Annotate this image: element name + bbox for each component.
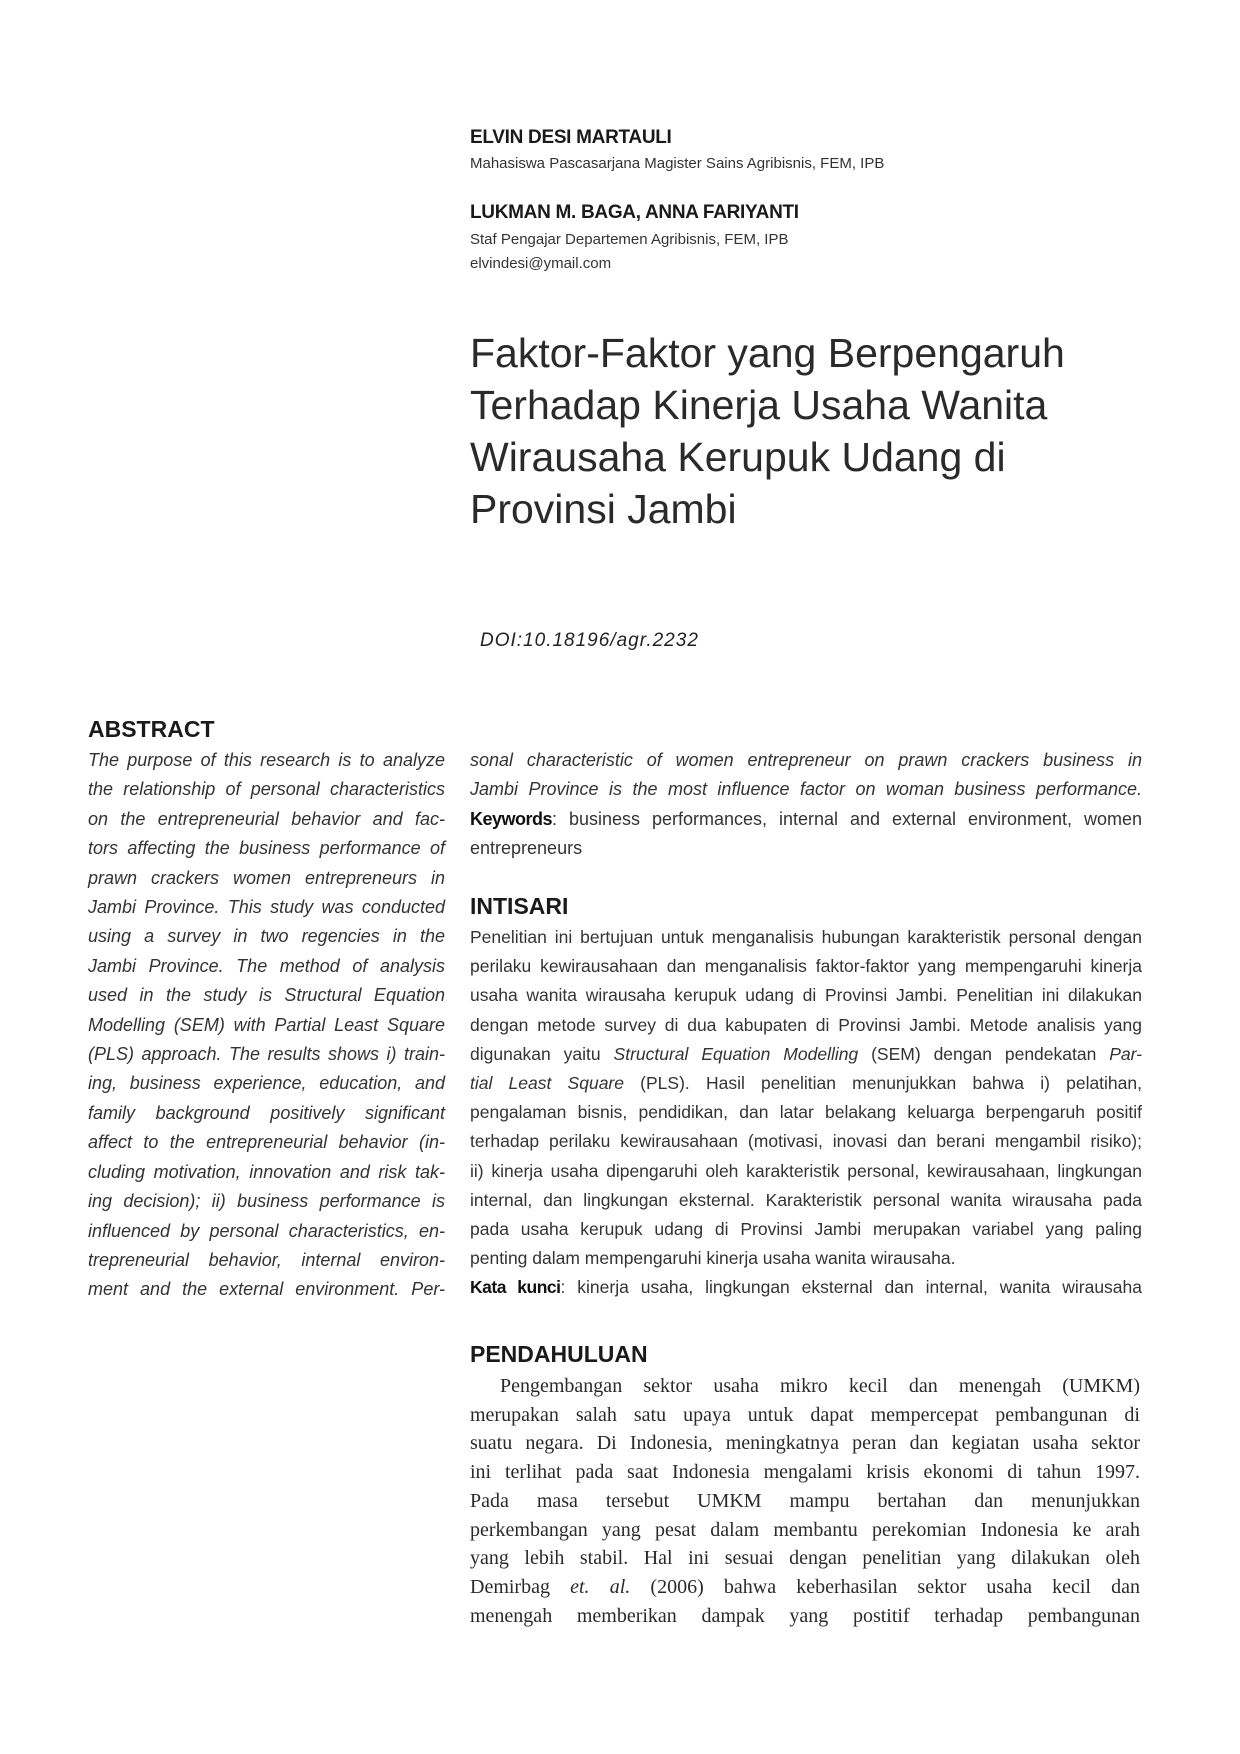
abstract-line: (PLS) approach. The results shows i) train- [88, 1044, 445, 1065]
abstract-line: prawn crackers women entrepreneurs in [88, 867, 445, 888]
pendahuluan-heading: PENDAHULUAN [470, 1341, 648, 1367]
intisari-line [470, 1040, 1142, 1069]
pendahuluan-line: Pada masa tersebut UMKM mampu bertahan dan menunjukkan [470, 1489, 1140, 1512]
abstract-line: influenced by personal characteristics, en- [88, 1220, 445, 1241]
author-name-2: LUKMAN M. BAGA, ANNA FARIYANTI [470, 202, 799, 223]
intisari-fragment: Par- [1109, 1043, 1142, 1064]
abstract-left-column [88, 746, 445, 1305]
abstract-line: Jambi Province. This study was conducted [88, 897, 445, 918]
intisari-fragment: tial Least Square [470, 1073, 624, 1094]
intisari-fragment: (SEM) dengan pendekatan [858, 1043, 1110, 1064]
intisari-fragment: digunakan yaitu [470, 1043, 614, 1064]
intisari-heading: INTISARI [470, 893, 569, 919]
author-affiliation-2: Staf Pengajar Departemen Agribisnis, FEM, IPB [470, 231, 789, 248]
abstract-line: ing decision); ii) business performance is [88, 1191, 445, 1212]
intisari-line: usaha wanita wirausaha kerupuk udang di Provinsi Jambi. Penelitian ini dilakukan [470, 985, 1142, 1006]
title-line: Provinsi Jambi [470, 486, 737, 532]
abstract-line: Modelling (SEM) with Partial Least Square [88, 1014, 445, 1035]
pendahuluan-line: ini terlihat pada saat Indonesia mengalami krisis ekonomi di tahun 1997. [470, 1461, 1140, 1484]
intisari-keywords [470, 1273, 1142, 1302]
title-line: Terhadap Kinerja Usaha Wanita [470, 382, 1048, 428]
pendahuluan-fragment: Demirbag [470, 1575, 571, 1598]
abstract-line: sonal characteristic of women entrepreneur on prawn crackers business in [470, 750, 1142, 770]
abstract-heading: ABSTRACT [88, 716, 215, 742]
intisari-line: pengalaman bisnis, pendidikan, dan latar belakang keluarga berpengaruh positif [470, 1102, 1142, 1123]
pendahuluan-fragment: (2006) bahwa keberhasilan sektor usaha kecil dan [630, 1575, 1140, 1598]
keywords-label: Keywords [470, 809, 553, 829]
intisari-fragment: Structural Equation Modelling [613, 1043, 859, 1064]
intisari-line: perilaku kewirausahaan dan menganalisis faktor-faktor yang mempengaruhi kinerja [470, 956, 1142, 977]
intisari-line [470, 1069, 1142, 1098]
abstract-line: cluding motivation, innovation and risk tak- [88, 1161, 445, 1182]
intisari-line: internal, dan lingkungan eksternal. Karakteristik personal wanita wirausaha pada [470, 1189, 1142, 1210]
abstract-line: Jambi Province is the most influence factor on woman business performance. [470, 779, 1142, 800]
abstract-line: ing, business experience, education, and [88, 1073, 445, 1094]
pendahuluan-line [470, 1573, 1140, 1602]
intisari-line: terhadap perilaku kewirausahaan (motivasi, inovasi dan berani mengambil risiko); [470, 1131, 1142, 1152]
keywords-text: : business performances, internal and external environment, women entrepreneurs [470, 809, 1142, 858]
pendahuluan-line: menengah memberikan dampak yang postitif terhadap pembangunan [470, 1604, 1140, 1627]
intisari-line: ii) kinerja usaha dipengaruhi oleh karakteristik personal, kewirausahaan, lingkungan [470, 1160, 1142, 1181]
pendahuluan-body [470, 1372, 1140, 1630]
kata-kunci-label: Kata kunci [470, 1277, 561, 1298]
pendahuluan-line: perkembangan yang pesat dalam membantu perekomian Indonesia ke arah [470, 1518, 1140, 1541]
intisari-line: dengan metode survey di dua kabupaten di Provinsi Jambi. Metode analisis yang [470, 1014, 1142, 1035]
intisari-body [470, 923, 1142, 1303]
author-name-1: ELVIN DESI MARTAULI [470, 127, 672, 148]
pendahuluan-fragment: et. al. [570, 1575, 631, 1598]
pendahuluan-line: suatu negara. Di Indonesia, meningkatnya peran dan kegiatan usaha sektor [470, 1432, 1140, 1455]
abstract-keywords [470, 805, 1142, 863]
author-email: elvindesi@ymail.com [470, 255, 612, 272]
abstract-line: trepreneurial behavior, internal environ- [88, 1249, 445, 1270]
abstract-line: the relationship of personal characteristics [88, 779, 445, 800]
intisari-line: penting dalam mempengaruhi kinerja usaha wanita wirausaha. [470, 1248, 956, 1269]
intisari-fragment: (PLS). Hasil penelitian menunjukkan bahwa i) pelatihan, [624, 1073, 1142, 1094]
doi: DOI:10.18196/agr.2232 [480, 630, 699, 651]
abstract-line: family background positively significant [88, 1102, 445, 1123]
title-line: Faktor-Faktor yang Berpengaruh [470, 330, 1065, 376]
pendahuluan-line: Pengembangan sektor usaha mikro kecil dan menengah (UMKM) [500, 1375, 1140, 1397]
abstract-line: affect to the entrepreneurial behavior (in- [88, 1132, 445, 1153]
abstract-line: used in the study is Structural Equation [88, 985, 445, 1006]
abstract-line: on the entrepreneurial behavior and fac- [88, 808, 445, 829]
title-line: Wirausaha Kerupuk Udang di [470, 434, 1006, 480]
author-affiliation-1: Mahasiswa Pascasarjana Magister Sains Agribisnis, FEM, IPB [470, 155, 885, 172]
intisari-line: Penelitian ini bertujuan untuk menganalisis hubungan karakteristik personal dengan [470, 927, 1142, 947]
abstract-line: ment and the external environment. Per- [88, 1279, 445, 1300]
kata-kunci-text: : kinerja usaha, lingkungan eksternal dan internal, wanita wirausaha [560, 1277, 1143, 1298]
intisari-line: pada usaha kerupuk udang di Provinsi Jambi merupakan variabel yang paling [470, 1219, 1142, 1240]
abstract-line: The purpose of this research is to analyze [88, 750, 445, 770]
pendahuluan-line: yang lebih stabil. Hal ini sesuai dengan penelitian yang dilakukan oleh [470, 1547, 1140, 1570]
abstract-line: using a survey in two regencies in the [88, 926, 445, 947]
pendahuluan-line: merupakan salah satu upaya untuk dapat mempercepat pembangunan di [470, 1403, 1140, 1426]
abstract-line: Jambi Province. The method of analysis [88, 955, 445, 976]
paper-title [470, 327, 1110, 535]
abstract-line: tors affecting the business performance of [88, 838, 445, 859]
abstract-right-column [470, 746, 1142, 805]
